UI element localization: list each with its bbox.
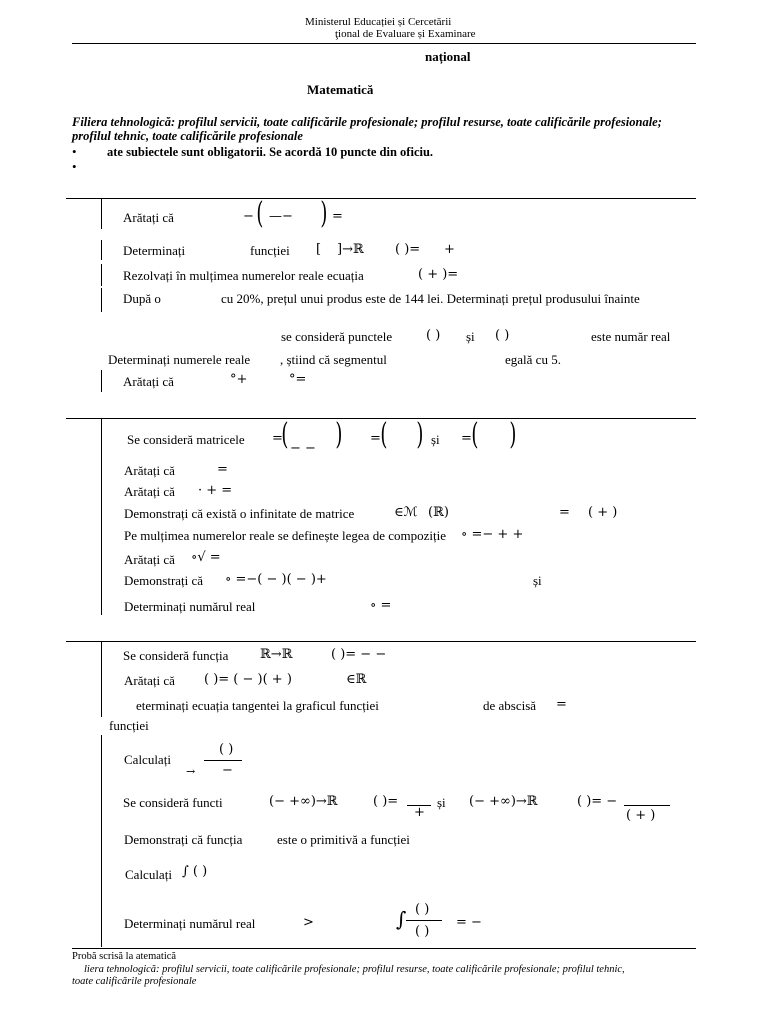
q2-1-si: și — [431, 432, 440, 447]
subject-title: Matematică — [307, 82, 374, 97]
q3-1c-text: Calculați — [124, 752, 171, 767]
section-1-top-rule — [66, 198, 696, 199]
q2-1-matrix-a-neg: − − — [290, 441, 316, 456]
q3-1-text: Se consideră funcția — [123, 648, 229, 663]
q1-4-text-a: După o — [123, 291, 161, 306]
q1-6-term1: °+ — [230, 372, 248, 387]
q3-2a-text: Demonstrați că funcția — [124, 832, 243, 847]
q2-1b-text: Arătați că — [124, 484, 175, 499]
q3-1a-text: Arătați că — [124, 673, 175, 688]
q3-1-function: ( )= − − — [331, 647, 387, 662]
q3-1a-expr: ( )= ( − )( + ) — [204, 672, 292, 687]
q1-2-function-word: funcției — [250, 243, 290, 258]
q3-2c-integral-sign: ∫ — [396, 907, 407, 931]
q1-1-left-paren: ( — [256, 196, 264, 231]
filiera-line-2: profilul tehnic, toate calificările profesionale — [72, 129, 303, 143]
bullet-1: • — [72, 144, 77, 159]
q2-1-matrix-b-left: ( — [380, 417, 388, 452]
q1-1-right-paren: ) — [320, 196, 328, 231]
q1-6-text: Arătați că — [123, 374, 174, 389]
q2-2a-expr: ∘√ = — [191, 550, 221, 565]
q2-1-eq1: = — [272, 431, 283, 446]
q2-1-text: Se consideră matricele — [127, 432, 245, 447]
q1-2-text: Determinați — [123, 243, 186, 258]
q3-2a-text-b: este o primitivă a funcției — [277, 832, 410, 847]
q2-1c-text: Demonstrați că există o infinitate de matrice — [124, 506, 355, 521]
q3-1c-fraction-bar — [204, 760, 242, 761]
q3-2-g-denominator: ( + ) — [626, 808, 656, 823]
q3-2c-denominator: ( ) — [415, 924, 430, 939]
margin-rule — [101, 264, 102, 286]
margin-rule — [101, 240, 102, 260]
footer-line-3: toate calificările profesionale — [72, 976, 197, 987]
q1-5-text-e: egală cu 5. — [505, 352, 561, 367]
exam-name: național — [425, 49, 471, 64]
q1-5-text-a: se consideră punctele — [281, 329, 393, 344]
q2-1-matrix-b-right: ) — [416, 417, 424, 452]
q3-2-si: și — [437, 795, 446, 810]
q1-2-plus: + — [444, 242, 455, 257]
q3-2-f-domain: (− +∞)→ℝ — [269, 794, 338, 809]
q3-2b-text: Calculați — [125, 867, 172, 882]
q2-2c-expr: ∘ = — [370, 598, 392, 613]
q3-1b-text: eterminați ecuația tangentei la graficul funcției — [136, 698, 379, 713]
q2-1-eq2: = — [370, 431, 381, 446]
q1-1-equals: = — [332, 209, 343, 224]
q2-2b-si: și — [533, 573, 542, 588]
ministry-name: Ministerul Educației și Cercetării — [305, 16, 452, 28]
q3-2-f-def: ( )= — [373, 794, 399, 809]
q1-5-text-b: este număr real — [591, 329, 671, 344]
margin-rule — [101, 642, 102, 717]
q3-1-domain: ℝ→ℝ — [260, 647, 293, 662]
q2-2b-expr: ∘ =−( − )( − )+ — [225, 572, 327, 587]
q3-1b-text-2: funcției — [109, 718, 149, 733]
q3-1c-limit-arrow: → — [186, 765, 196, 778]
filiera-line-1: Filiera tehnologică: profilul servicii, toate calificările profesionale; profilul resurse, toate calificările profesionale; — [72, 115, 662, 129]
q1-5-text-d: , știind că segmentul — [280, 352, 387, 367]
q2-1a-eq: = — [217, 462, 228, 477]
q3-2c-text: Determinați numărul real — [124, 916, 256, 931]
bullet-2: • — [72, 159, 77, 174]
q1-3-text: Rezolvați în mulțimea numerelor reale ecuația — [123, 268, 364, 283]
q2-1-matrix-a-right: ) — [335, 417, 343, 452]
footer-line-2: liera tehnologică: profilul servicii, toate calificările profesionale; profilul resurse, toate calificările profesionale; profilul tehnic, — [84, 964, 625, 975]
q2-2b-text: Demonstrați că — [124, 573, 204, 588]
q2-1a-text: Arătați că — [124, 463, 175, 478]
q1-3-equation: ( + )= — [418, 267, 459, 282]
q1-5-text-c: Determinați numerele reale — [108, 352, 251, 367]
q3-2-f-denominator: + — [414, 805, 425, 820]
q3-1c-denominator: − — [222, 763, 233, 778]
footer-line-1: Probă scrisă la atematică — [72, 951, 177, 962]
q2-2-law: ∘ =− + + — [461, 527, 524, 542]
q2-1b-eq: · + = — [198, 483, 233, 498]
q3-1a-domain: ∈ℝ — [346, 672, 367, 687]
q3-2-g-domain: (− +∞)→ℝ — [469, 794, 538, 809]
q2-1-matrix-c-right: ) — [509, 417, 517, 452]
q3-1b-eq: = — [556, 697, 567, 712]
q1-6-term2: °= — [289, 372, 307, 387]
q3-2b-integral: ∫ ( ) — [182, 864, 208, 879]
q2-1c-set: (ℝ) — [428, 505, 449, 520]
q2-2c-text: Determinați numărul real — [124, 599, 256, 614]
q1-5-point-b: ( ) — [495, 328, 510, 343]
q1-4-text-b: cu 20%, prețul unui produs este de 144 lei. Determinați prețul produsului înainte — [221, 291, 640, 306]
q3-2-g-fraction-bar — [624, 805, 670, 806]
q1-1-fraction: —− — [269, 209, 293, 224]
q1-2-domain: ]→ℝ — [337, 242, 364, 257]
q3-2c-fraction-bar — [406, 920, 442, 921]
q2-2-text: Pe mulțimea numerelor reale se definește legea de compoziție — [124, 528, 446, 543]
margin-rule — [101, 735, 102, 947]
q2-1-matrix-c-left: ( — [471, 417, 479, 452]
header-divider — [72, 43, 696, 44]
q1-2-function-def: ( )= — [395, 242, 421, 257]
q3-2c-eq: = − — [456, 915, 482, 930]
margin-rule — [101, 288, 102, 312]
margin-rule — [101, 370, 102, 392]
q2-1c-expr: ( + ) — [588, 505, 618, 520]
q3-2c-numerator: ( ) — [415, 902, 430, 917]
footer-rule — [72, 948, 696, 949]
q3-1b-abscissa: de abscisă — [483, 698, 537, 713]
q3-2c-gt: > — [303, 915, 314, 930]
q1-1-text: Arătați că — [123, 210, 174, 225]
margin-rule — [101, 419, 102, 615]
q2-1c-member: ∈ℳ — [394, 505, 418, 520]
q2-1c-eq: = — [559, 505, 570, 520]
margin-rule — [101, 199, 102, 229]
q2-1-matrix-a-left: ( — [281, 417, 289, 452]
q2-1-eq3: = — [461, 431, 472, 446]
q3-2-g-def: ( )= − — [577, 794, 618, 809]
q1-2-bracket-open: [ — [316, 242, 322, 257]
q2-2a-text: Arătați că — [124, 552, 175, 567]
center-name: ţional de Evaluare și Examinare — [335, 28, 476, 40]
instruction-1: ate subiectele sunt obligatorii. Se acordă 10 puncte din oficiu. — [107, 145, 434, 159]
q3-1c-numerator: ( ) — [219, 742, 234, 757]
section-3-top-rule — [66, 641, 696, 642]
q1-1-minus: − — [243, 209, 254, 224]
q1-5-point-a: ( ) — [426, 328, 441, 343]
q1-5-si: și — [466, 329, 475, 344]
q3-2-text: Se consideră functi — [123, 795, 223, 810]
